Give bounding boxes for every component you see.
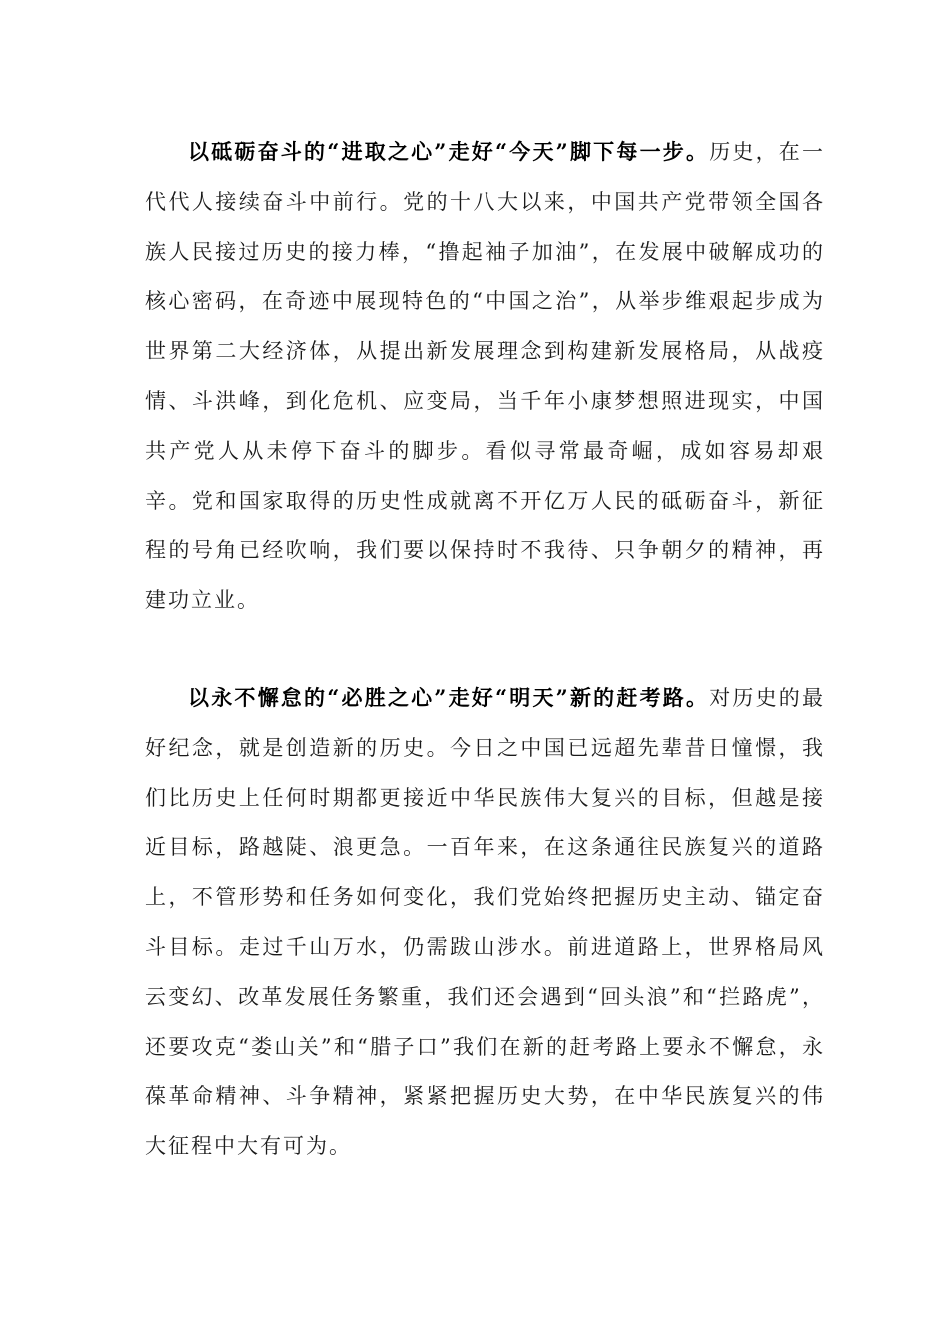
paragraph-1-body: 历史，在一代代人接续奋斗中前行。党的十八大以来，中国共产党带领全国各族人民接过历史的接力棒，“撸起袖子加油”，在发展中破解成功的核心密码，在奇迹中展现特色的“中国之治”，从举步维艰起步成为世界第二大经济体，从提出新发展理念到构建新发展格局，从战疫情、斗洪峰，到化危机、应变局，当千年小康梦想照进现实，中国共产党人从未停下奋斗的脚步。看似寻常最奇崛，成如容易却艰辛。党和国家取得的历史性成就离不开亿万人民的砥砺奋斗，新征程的号角已经吹响，我们要以保持时不我待、只争朝夕的精神，再建功立业。	[145, 140, 825, 613]
paragraph-1-lead: 以砥砺奋斗的“进取之心”走好“今天”脚下每一步。	[188, 139, 710, 164]
paragraph-2-lead: 以永不懈怠的“必胜之心”走好“明天”新的赶考路。	[188, 685, 710, 710]
paragraph-2-body: 对历史的最好纪念，就是创造新的历史。今日之中国已远超先辈昔日憧憬，我们比历史上任何时期都更接近中华民族伟大复兴的目标，但越是接近目标，路越陡、浪更急。一百年来，在这条通往民族复兴的道路上，不管形势和任务如何变化，我们党始终把握历史主动、锚定奋斗目标。走过千山万水，仍需跋山涉水。前进道路上，世界格局风云变幻、改革发展任务繁重，我们还会遇到“回头浪”和“拦路虎”，还要攻克“娄山关”和“腊子口”我们在新的赶考路上要永不懈怠，永葆革命精神、斗争精神，紧紧把握历史大势，在中华民族复兴的伟大征程中大有可为。	[145, 686, 825, 1159]
paragraph-1	[145, 127, 825, 626]
paragraph-2	[145, 673, 825, 1172]
